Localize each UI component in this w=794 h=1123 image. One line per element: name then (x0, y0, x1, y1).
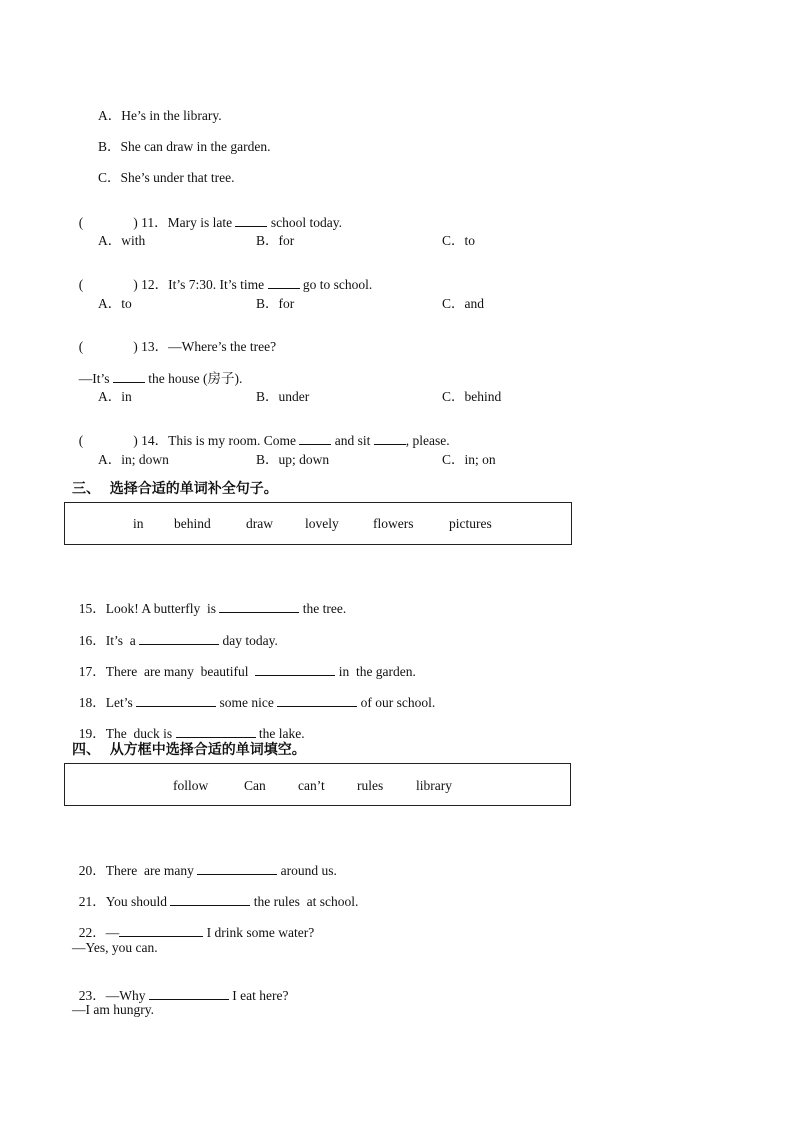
fill-blank[interactable] (136, 694, 216, 707)
question-text: I drink some water? (203, 925, 315, 940)
question-text: Let’s (105, 695, 137, 710)
question-23-reply: —I am hungry. (72, 1002, 154, 1017)
q12-option-a: A．to (98, 296, 132, 311)
question-text: of our school. (357, 695, 436, 710)
answer-paren-open: ( (78, 433, 84, 448)
answer-paren-open: ( (78, 339, 84, 354)
answer-paren-close: ) (133, 277, 138, 292)
question-text: — (105, 925, 120, 940)
question-text: This is my room. Come (168, 433, 300, 448)
question-number: 21． (78, 894, 106, 909)
question-text: Mary is late (167, 215, 236, 230)
fill-blank[interactable] (268, 276, 300, 289)
question-13 (72, 323, 276, 355)
fill-blank[interactable] (119, 924, 203, 937)
question-number: 12． (141, 277, 169, 292)
word-bank-box (64, 763, 571, 806)
word-bank-item: Can (244, 778, 266, 793)
question-19 (72, 709, 305, 742)
question-text: around us. (277, 863, 337, 878)
question-11 (72, 198, 342, 231)
question-18 (72, 678, 435, 711)
q11-option-c: C．to (442, 233, 476, 248)
question-16 (72, 616, 278, 649)
answer-paren-close: ) (133, 433, 138, 448)
answer-paren-open: ( (78, 277, 84, 292)
fill-blank[interactable] (149, 987, 229, 1000)
word-bank-item: draw (246, 516, 273, 531)
question-number: 23． (78, 988, 106, 1003)
section-4-heading: 四、 从方框中选择合适的单词填空。 (72, 742, 306, 758)
q13-option-a: A．in (98, 389, 132, 404)
word-bank-item: pictures (449, 516, 492, 531)
question-text: Look! A butterfly is (105, 601, 220, 616)
question-text: It’s a (105, 633, 140, 648)
question-text: the lake. (255, 726, 305, 741)
question-number: 18． (78, 695, 106, 710)
fill-blank[interactable] (219, 600, 299, 613)
q11-option-b: B．for (256, 233, 295, 248)
question-text: —Why (105, 988, 149, 1003)
question-13-line2 (72, 354, 242, 387)
fill-blank[interactable] (170, 893, 250, 906)
fill-blank[interactable] (299, 432, 331, 445)
word-bank-item: follow (173, 778, 209, 793)
question-text: —It’s (78, 371, 113, 386)
question-14 (72, 416, 450, 449)
question-20 (72, 846, 337, 879)
question-text: go to school. (299, 277, 373, 292)
question-text: day today. (219, 633, 278, 648)
question-text: in the garden. (335, 664, 416, 679)
question-text: The duck is (105, 726, 176, 741)
question-text: You should (105, 894, 171, 909)
word-bank-box (64, 502, 572, 545)
q13-option-b: B．under (256, 389, 310, 404)
q10-option-c: C．She’s under that tree. (98, 170, 235, 185)
fill-blank[interactable] (277, 694, 357, 707)
q13-option-c: C．behind (442, 389, 502, 404)
question-number: 22． (78, 925, 106, 940)
question-15 (72, 584, 346, 617)
word-bank-item: behind (174, 516, 211, 531)
word-bank-item: lovely (305, 516, 339, 531)
fill-blank[interactable] (235, 214, 267, 227)
q12-option-b: B．for (256, 296, 295, 311)
q14-option-c: C．in; on (442, 452, 496, 467)
question-number: 19． (78, 726, 106, 741)
q10-option-a: A．He’s in the library. (98, 108, 222, 123)
word-bank-item: rules (357, 778, 384, 793)
fill-blank[interactable] (113, 370, 145, 383)
q12-option-c: C．and (442, 296, 484, 311)
question-text: It’s 7:30. It’s time (168, 277, 268, 292)
question-12 (72, 260, 372, 293)
answer-paren-close: ) (133, 215, 138, 230)
word-bank-item: can’t (298, 778, 325, 793)
answer-paren-close: ) (133, 339, 138, 354)
question-text: some nice (216, 695, 278, 710)
question-number: 17． (78, 664, 106, 679)
fill-blank[interactable] (374, 432, 406, 445)
question-text: , please. (405, 433, 450, 448)
question-text: There are many beautiful (105, 664, 256, 679)
word-bank-item: in (133, 516, 144, 531)
question-number: 13． (141, 339, 169, 354)
section-3-heading: 三、 选择合适的单词补全句子。 (72, 481, 278, 497)
fill-blank[interactable] (176, 725, 256, 738)
question-text: the tree. (299, 601, 347, 616)
question-number: 14． (141, 433, 169, 448)
question-22-reply: —Yes, you can. (72, 940, 158, 955)
question-21 (72, 877, 358, 910)
answer-paren-open: ( (78, 215, 84, 230)
question-text: and sit (331, 433, 374, 448)
q14-option-a: A．in; down (98, 452, 169, 467)
question-text: —Where’s the tree? (168, 339, 277, 354)
question-text: the rules at school. (250, 894, 359, 909)
fill-blank[interactable] (139, 632, 219, 645)
question-number: 15． (78, 601, 106, 616)
question-text: I eat here? (228, 988, 289, 1003)
word-bank-item: library (416, 778, 452, 793)
question-text: school today. (267, 215, 342, 230)
fill-blank[interactable] (197, 862, 277, 875)
q11-option-a: A．with (98, 233, 146, 248)
question-22 (72, 908, 314, 941)
q10-option-b: B．She can draw in the garden. (98, 139, 271, 154)
word-bank-item: flowers (373, 516, 414, 531)
question-23 (72, 971, 288, 1004)
question-number: 16． (78, 633, 106, 648)
question-text: There are many (105, 863, 198, 878)
question-17 (72, 647, 416, 680)
question-text: the house (房子). (144, 371, 243, 386)
q14-option-b: B．up; down (256, 452, 330, 467)
fill-blank[interactable] (255, 663, 335, 676)
question-number: 11． (141, 215, 168, 230)
question-number: 20． (78, 863, 106, 878)
